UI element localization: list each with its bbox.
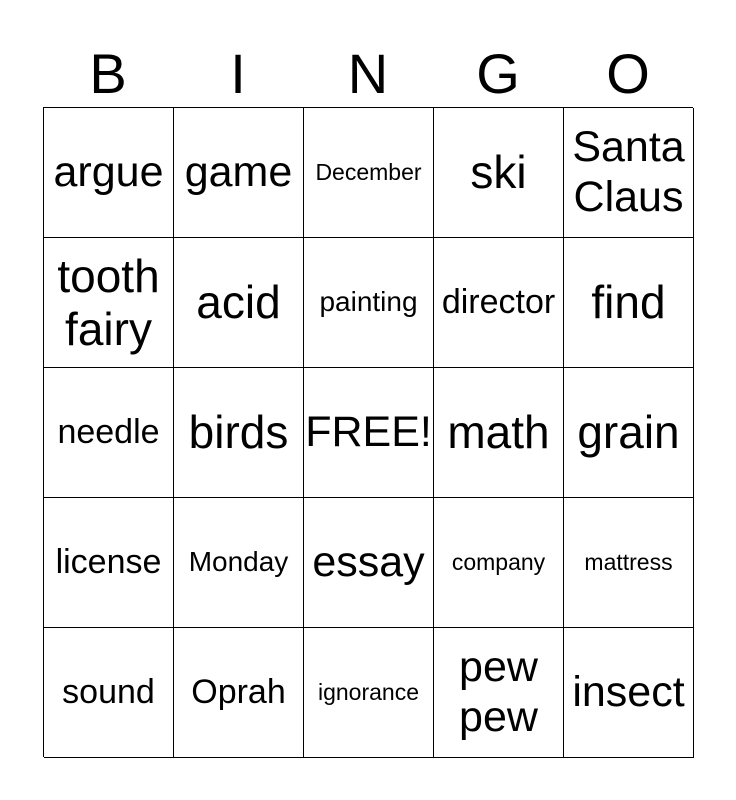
bingo-cell[interactable] — [564, 498, 694, 628]
bingo-cell[interactable] — [44, 108, 174, 238]
cell-text: acid — [196, 276, 281, 329]
cell-text: argue — [53, 147, 164, 196]
cell-text: mattress — [584, 549, 673, 576]
cell-text: math — [447, 406, 550, 459]
bingo-card — [43, 107, 693, 757]
cell-text: ski — [470, 146, 527, 199]
cell-text: needle — [57, 412, 160, 451]
cell-text: game — [184, 147, 293, 196]
cell-text: insect — [572, 667, 685, 716]
cell-text: Oprah — [191, 672, 286, 711]
cell-text: ignorance — [317, 679, 420, 706]
bingo-cell[interactable] — [434, 368, 564, 498]
bingo-cell[interactable] — [174, 368, 304, 498]
bingo-cell[interactable] — [434, 238, 564, 368]
bingo-cell[interactable] — [304, 108, 434, 238]
free-space-cell[interactable] — [304, 368, 434, 498]
cell-text: license — [55, 542, 162, 581]
cell-text: company — [451, 549, 546, 576]
bingo-cell[interactable] — [304, 498, 434, 628]
cell-text: find — [591, 276, 666, 329]
bingo-cell[interactable] — [44, 238, 174, 368]
bingo-cell[interactable] — [564, 108, 694, 238]
cell-text: birds — [188, 406, 289, 459]
bingo-cell[interactable] — [44, 368, 174, 498]
cell-text: pew pew — [459, 643, 538, 741]
header-letter-b: B — [89, 42, 127, 105]
header-letter-o: O — [606, 42, 650, 105]
bingo-cell[interactable] — [304, 238, 434, 368]
bingo-cell[interactable] — [44, 628, 174, 758]
cell-text: Monday — [188, 546, 289, 578]
bingo-cell[interactable] — [434, 498, 564, 628]
bingo-cell[interactable] — [44, 498, 174, 628]
cell-text: sound — [62, 672, 155, 711]
cell-text: painting — [319, 286, 418, 318]
bingo-cell[interactable] — [564, 368, 694, 498]
bingo-cell[interactable] — [174, 108, 304, 238]
bingo-header — [43, 40, 693, 108]
header-letter-i: I — [230, 42, 246, 105]
cell-text: tooth fairy — [57, 249, 160, 355]
bingo-cell[interactable] — [174, 628, 304, 758]
header-letter-n: N — [347, 42, 389, 105]
header-letter-g: G — [476, 42, 520, 105]
bingo-cell[interactable] — [174, 498, 304, 628]
cell-text: FREE! — [305, 407, 432, 456]
cell-text: essay — [312, 537, 425, 586]
cell-text: Santa Claus — [572, 123, 685, 221]
bingo-cell[interactable] — [304, 628, 434, 758]
cell-text: December — [315, 159, 422, 186]
bingo-cell[interactable] — [564, 628, 694, 758]
bingo-cell[interactable] — [434, 108, 564, 238]
bingo-cell[interactable] — [564, 238, 694, 368]
cell-text: grain — [577, 406, 680, 459]
cell-text: director — [441, 282, 556, 321]
bingo-cell[interactable] — [434, 628, 564, 758]
bingo-cell[interactable] — [174, 238, 304, 368]
